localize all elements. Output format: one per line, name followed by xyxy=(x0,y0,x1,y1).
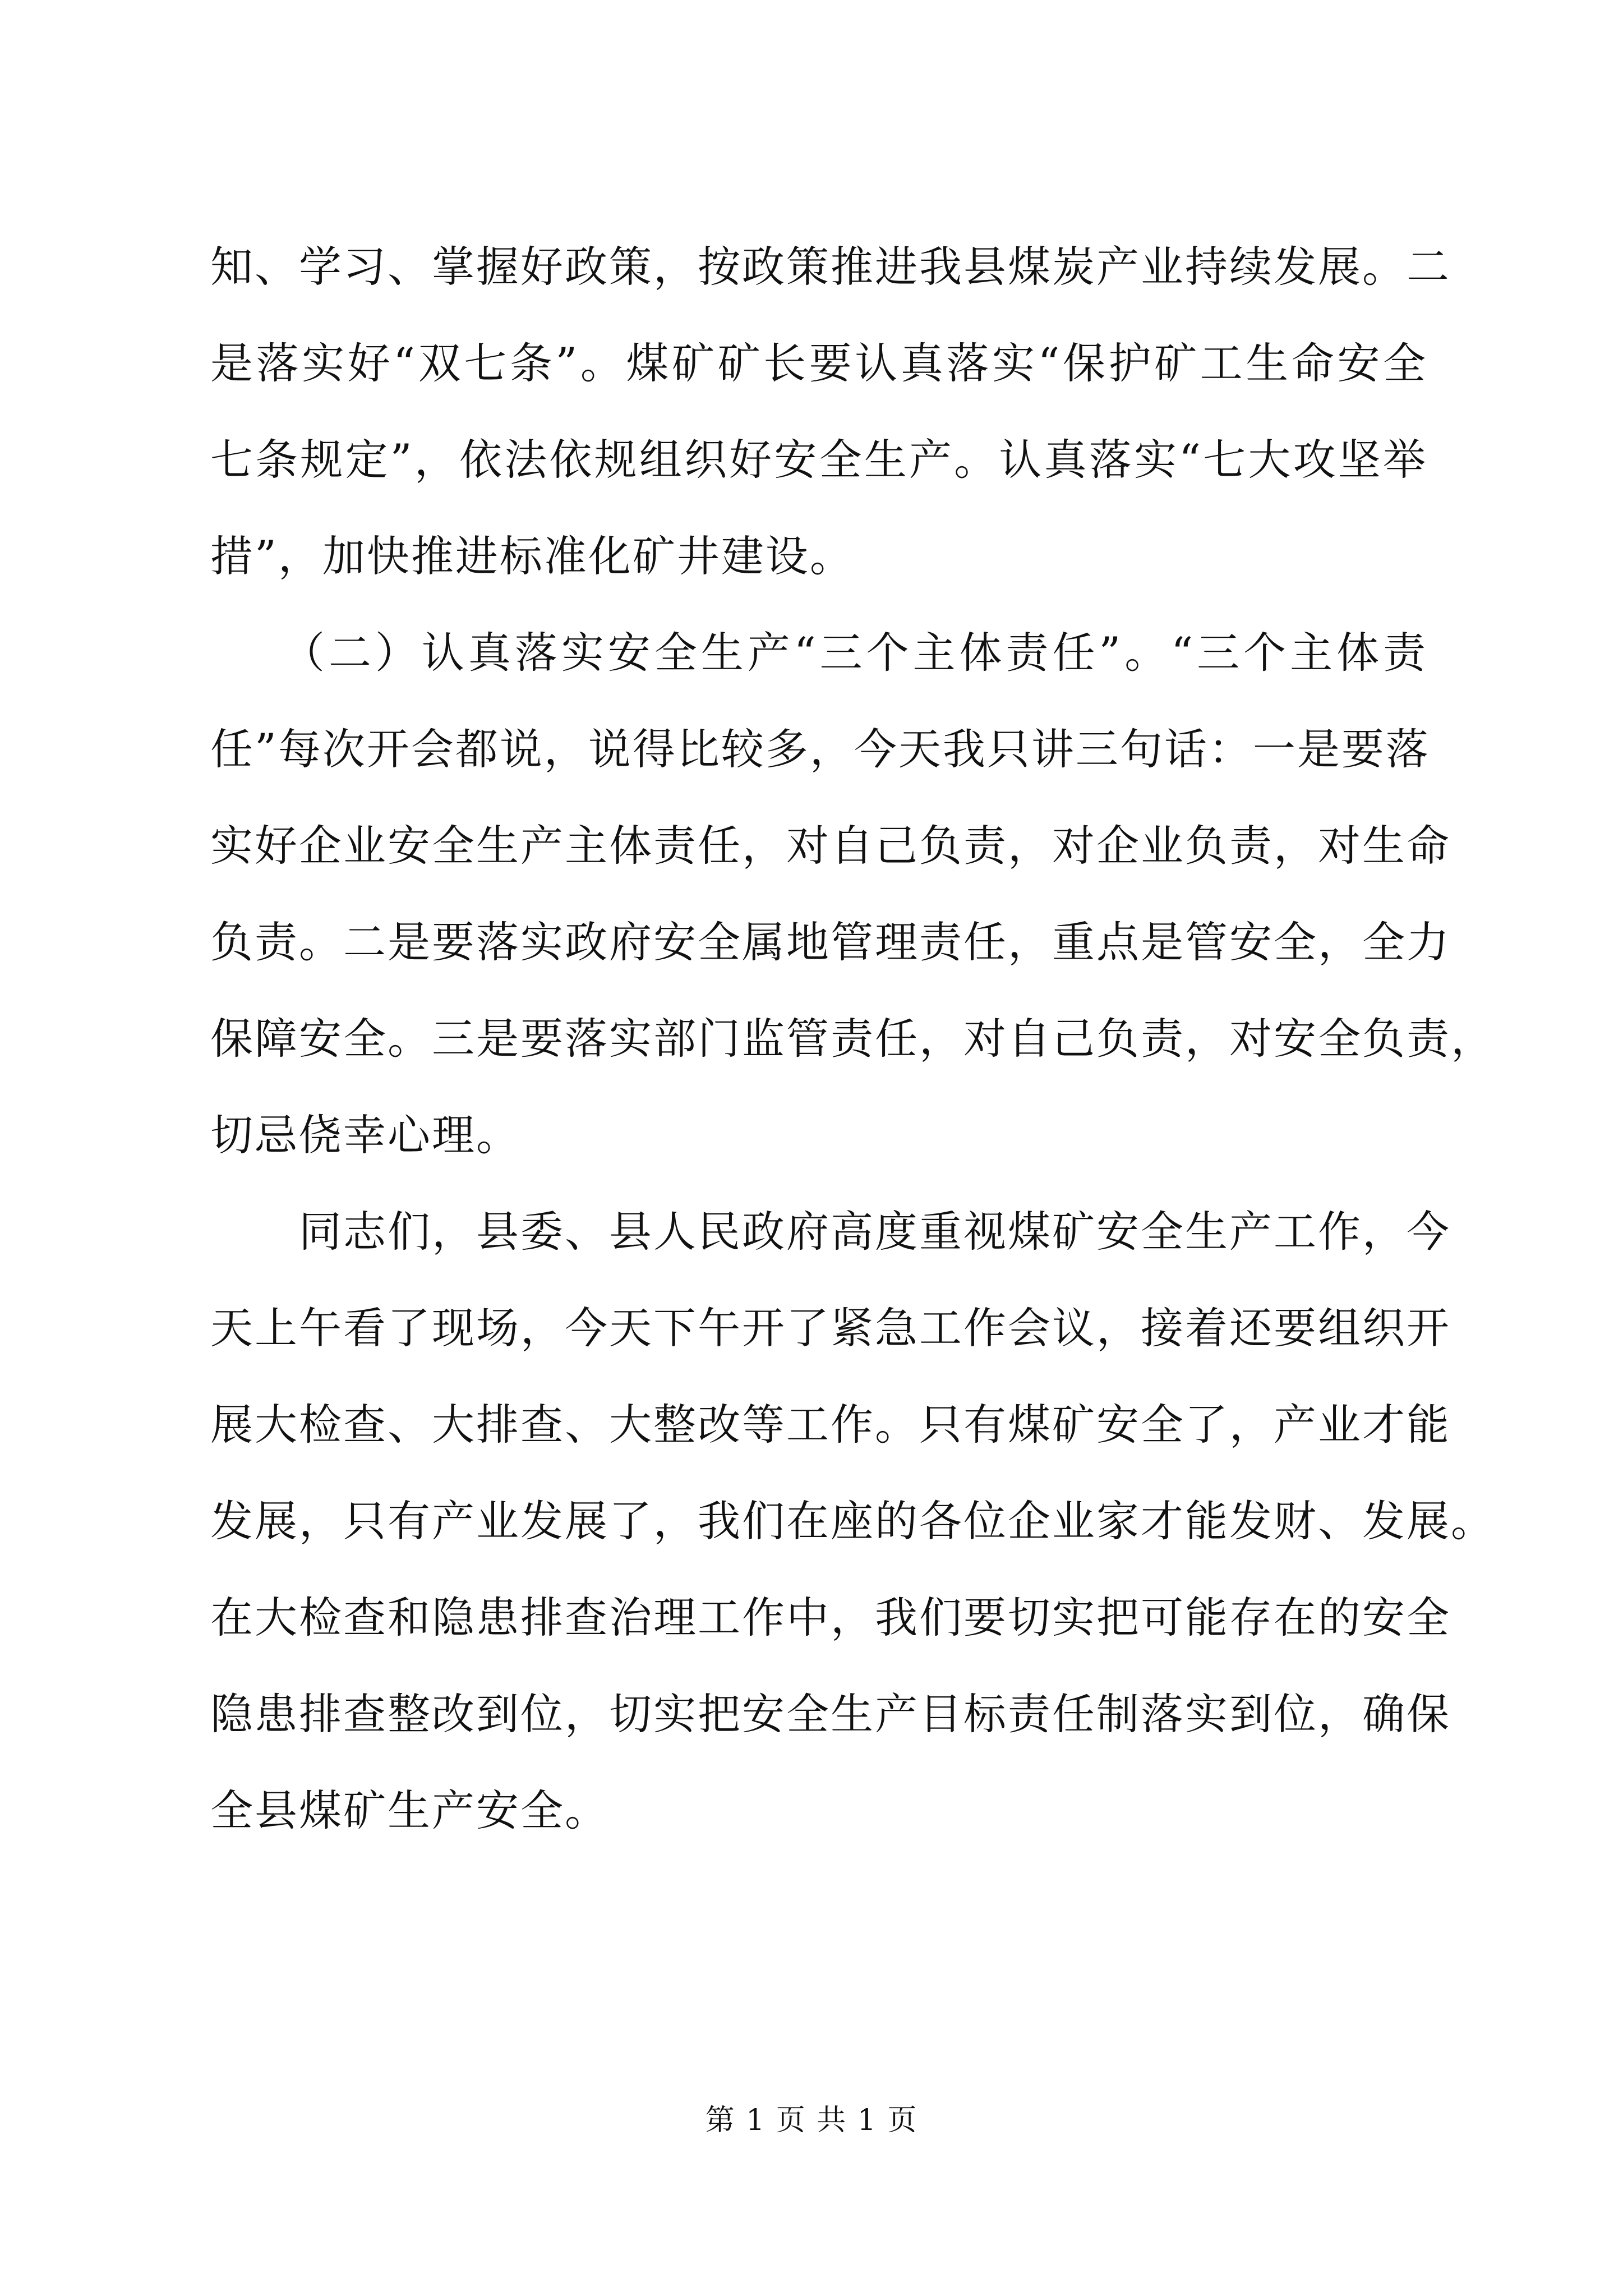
text-line: 是落实好“双七条”。煤矿矿长要认真落实“保护矿工生命安全 xyxy=(210,338,1427,388)
paragraph-2 xyxy=(210,605,1495,1184)
text-line: 展大检查、大排查、大整改等工作。只有煤矿安全了，产业才能 xyxy=(210,1400,1451,1450)
text-line: 隐患排查整改到位，切实把安全生产目标责任制落实到位，确保 xyxy=(210,1689,1451,1739)
text-line: 发展，只有产业发展了，我们在座的各位企业家才能发财、发展。 xyxy=(210,1496,1495,1546)
text-line: 天上午看了现场，今天下午开了紧急工作会议，接着还要组织开 xyxy=(210,1303,1451,1353)
text-line: 负责。二是要落实政府安全属地管理责任，重点是管安全，全力 xyxy=(210,917,1451,967)
text-line: 七条规定”，依法依规组织好安全生产。认真落实“七大攻坚举 xyxy=(210,435,1427,485)
text-line: （二）认真落实安全生产“三个主体责任”。“三个主体责 xyxy=(210,628,1427,678)
text-line: 全县煤矿生产安全。 xyxy=(210,1786,609,1835)
paragraph-3 xyxy=(210,1184,1495,1859)
text-line: 同志们，县委、县人民政府高度重视煤矿安全生产工作，今 xyxy=(210,1207,1451,1257)
text-line: 措”，加快推进标准化矿井建设。 xyxy=(210,531,854,581)
text-line: 任”每次开会都说，说得比较多，今天我只讲三句话：一是要落 xyxy=(210,724,1430,774)
text-line: 知、学习、掌握好政策，按政策推进我县煤炭产业持续发展。二 xyxy=(210,242,1451,292)
paragraph-1 xyxy=(210,219,1451,605)
page-number-footer: 第 1 页 共 1 页 xyxy=(705,2104,918,2137)
text-line: 实好企业安全生产主体责任，对自己负责，对企业负责，对生命 xyxy=(210,821,1451,871)
document-body xyxy=(210,219,1495,1859)
text-line: 在大检查和隐患排查治理工作中，我们要切实把可能存在的安全 xyxy=(210,1593,1451,1642)
text-line: 切忌侥幸心理。 xyxy=(210,1110,520,1160)
text-line: 保障安全。三是要落实部门监管责任，对自己负责，对安全负责， xyxy=(210,1014,1495,1064)
